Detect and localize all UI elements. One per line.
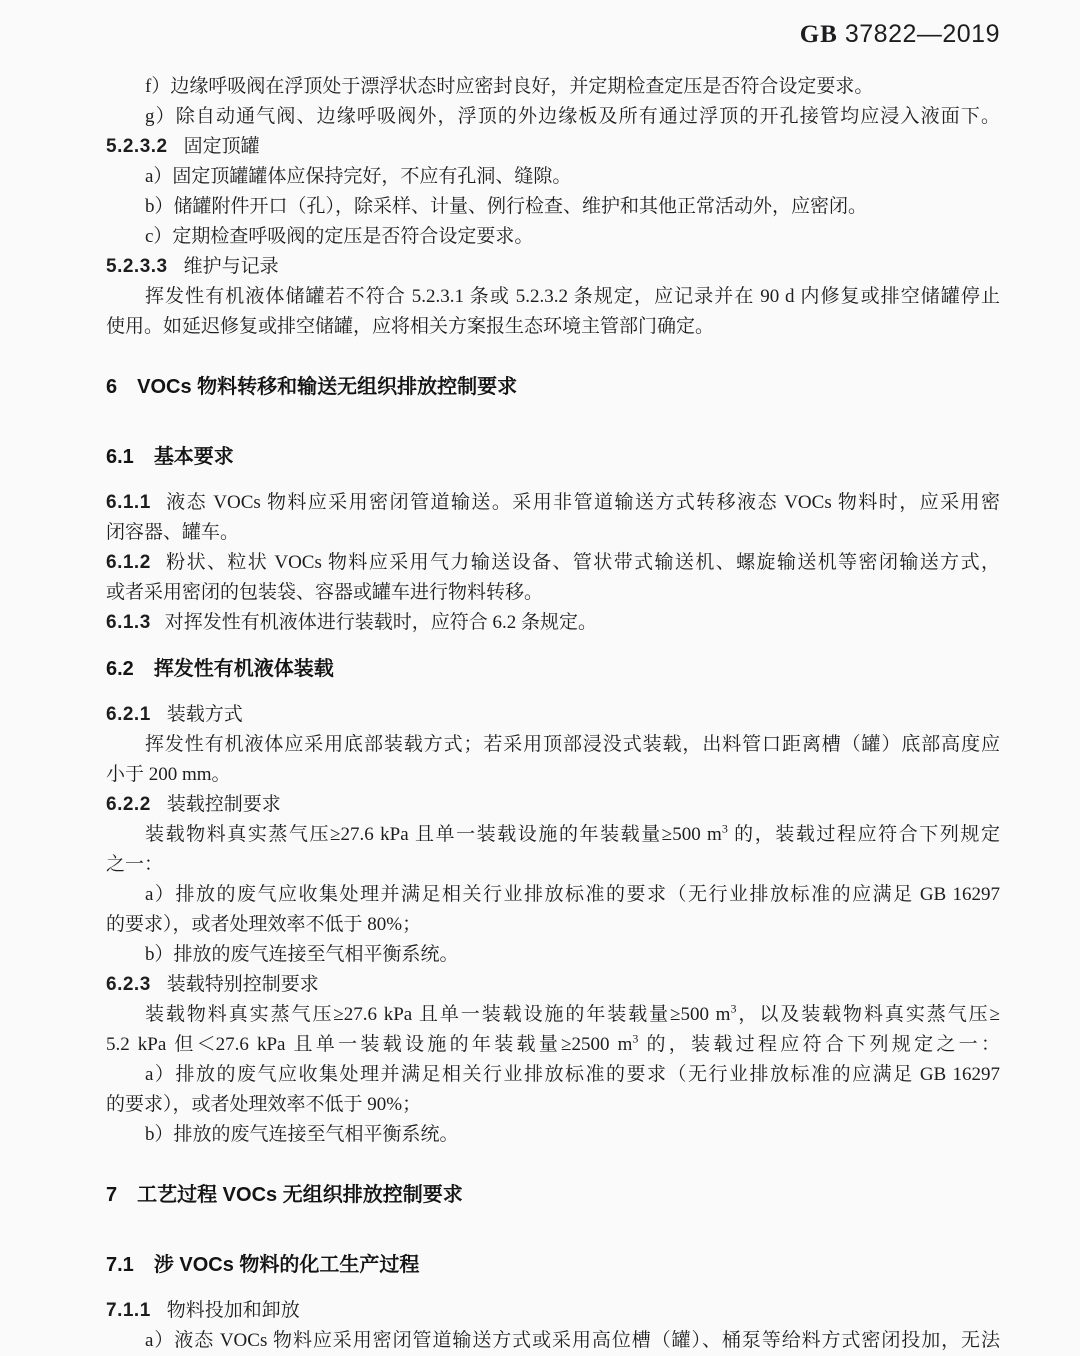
text-line: g）除自动通气阀、边缘呼吸阀外，浮顶的外边缘板及所有通过浮顶的开孔接管均应浸入液面下。 [145, 106, 1000, 127]
heading-5-2-3-3 [106, 252, 1000, 282]
clause-title: 固定顶罐 [183, 136, 260, 157]
text-line: 挥发性有机液体应采用底部装载方式；若采用顶部浸没式装载，出料管口距离槽（罐）底部高度应 [145, 734, 1000, 755]
clause-title: 液态 VOCs 物料应采用密闭管道输送。采用非管道输送方式转移液态 VOCs 物料时，应采用密 [164, 492, 1000, 513]
text-line: 小于 200 mm。 [106, 764, 231, 785]
text-line: b）排放的废气连接至气相平衡系统。 [145, 1124, 459, 1145]
clause-number: 6.1.1 [106, 492, 151, 513]
clause-title: 装载方式 [166, 704, 243, 725]
clause-title: 基本要求 [153, 446, 234, 468]
text-line [106, 1030, 1000, 1060]
text-line [106, 1000, 1000, 1030]
text-line: 挥发性有机液体储罐若不符合 5.2.3.1 条或 5.2.3.2 条规定，应记录并在 90 d 内修复或排空储罐停止 [145, 286, 1000, 307]
heading-7 [106, 1180, 1000, 1210]
clause-number: 5.2.3.3 [106, 256, 168, 277]
text-line: a）排放的废气应收集处理并满足相关行业排放标准的要求（无行业排放标准的应满足 GB 16297 [145, 1064, 1000, 1085]
text-line: 的要求），或者处理效率不低于 90%； [106, 1094, 422, 1115]
superscript: 3 [730, 1001, 737, 1016]
standard-number: 37822—2019 [844, 20, 1000, 48]
clause-number: 5.2.3.2 [106, 136, 168, 157]
clause-title: 装载控制要求 [166, 794, 281, 815]
text-line: 使用。如延迟修复或排空储罐，应将相关方案报生态环境主管部门确定。 [106, 316, 715, 337]
text-line: c）定期检查呼吸阀的定压是否符合设定要求。 [145, 226, 534, 247]
text-segment: 装载物料真实蒸气压≥27.6 kPa 且单一装载设施的年装载量≥500 m [145, 824, 722, 845]
heading-6-1-1 [106, 488, 1000, 518]
clause-number: 6.1.3 [106, 612, 151, 633]
clause-title: 涉 VOCs 物料的化工生产过程 [153, 1254, 420, 1276]
text-line: f）边缘呼吸阀在浮顶处于漂浮状态时应密封良好，并定期检查定压是否符合设定要求。 [145, 76, 874, 97]
clause-title: 挥发性有机液体装载 [153, 658, 334, 680]
heading-5-2-3-2 [106, 132, 1000, 162]
clause-title: 维护与记录 [183, 256, 279, 277]
superscript: 3 [721, 821, 728, 836]
clause-number: 6.2 [106, 658, 134, 680]
clause-number: 6.1 [106, 446, 134, 468]
clause-title: VOCs 物料转移和输送无组织排放控制要求 [137, 376, 518, 398]
text-line: 的要求），或者处理效率不低于 80%； [106, 914, 422, 935]
heading-7-1 [106, 1250, 1000, 1280]
heading-6-2-2 [106, 790, 1000, 820]
clause-number: 6 [106, 376, 118, 398]
page-header [106, 20, 1000, 50]
heading-6-2-3 [106, 970, 1000, 1000]
heading-6-2 [106, 654, 1000, 684]
heading-6-1-2 [106, 548, 1000, 578]
clause-number: 6.2.1 [106, 704, 151, 725]
clause-number: 6.1.2 [106, 552, 151, 573]
clause-number: 7.1.1 [106, 1300, 151, 1321]
text-line: 或者采用密闭的包装袋、容器或罐车进行物料转移。 [106, 582, 544, 603]
text-line: 闭容器、罐车。 [106, 522, 240, 543]
text-segment: ，以及装载物料真实蒸气压≥ [736, 1004, 1000, 1025]
text-segment: 的，装载过程应符合下列规定之一： [638, 1034, 1000, 1055]
clause-number: 7.1 [106, 1254, 134, 1276]
text-segment: 的，装载过程应符合下列规定 [727, 824, 1000, 845]
clause-title: 物料投加和卸放 [166, 1300, 300, 1321]
heading-6-2-1 [106, 700, 1000, 730]
text-line: b）排放的废气连接至气相平衡系统。 [145, 944, 459, 965]
clause-number: 7 [106, 1184, 118, 1206]
clause-title: 工艺过程 VOCs 无组织排放控制要求 [137, 1184, 463, 1206]
text-segment: 5.2 kPa 但＜27.6 kPa 且单一装载设施的年装载量≥2500 m [106, 1034, 633, 1055]
text-line: a）固定顶罐罐体应保持完好，不应有孔洞、缝隙。 [145, 166, 572, 187]
clause-title: 装载特别控制要求 [166, 974, 319, 995]
text-line: a）排放的废气应收集处理并满足相关行业排放标准的要求（无行业排放标准的应满足 GB 16297 [145, 884, 1000, 905]
superscript: 3 [632, 1031, 639, 1046]
standard-prefix: GB [799, 21, 838, 48]
heading-6-1-3 [106, 608, 1000, 638]
clause-title: 对挥发性有机液体进行装载时，应符合 6.2 条规定。 [164, 612, 598, 633]
heading-6-1 [106, 442, 1000, 472]
text-line: a）液态 VOCs 物料应采用密闭管道输送方式或采用高位槽（罐）、桶泵等给料方式密闭投加，无法 [145, 1330, 1000, 1351]
text-line: b）储罐附件开口（孔），除采样、计量、例行检查、维护和其他正常活动外，应密闭。 [145, 196, 868, 217]
text-line [106, 820, 1000, 850]
document-body [106, 72, 1000, 1356]
clause-number: 6.2.2 [106, 794, 151, 815]
text-line: 之一： [106, 854, 164, 875]
text-segment: 装载物料真实蒸气压≥27.6 kPa 且单一装载设施的年装载量≥500 m [145, 1004, 731, 1025]
heading-7-1-1 [106, 1296, 1000, 1326]
clause-title: 粉状、粒状 VOCs 物料应采用气力输送设备、管状带式输送机、螺旋输送机等密闭输送方式， [164, 552, 1000, 573]
clause-number: 6.2.3 [106, 974, 151, 995]
heading-6 [106, 372, 1000, 402]
